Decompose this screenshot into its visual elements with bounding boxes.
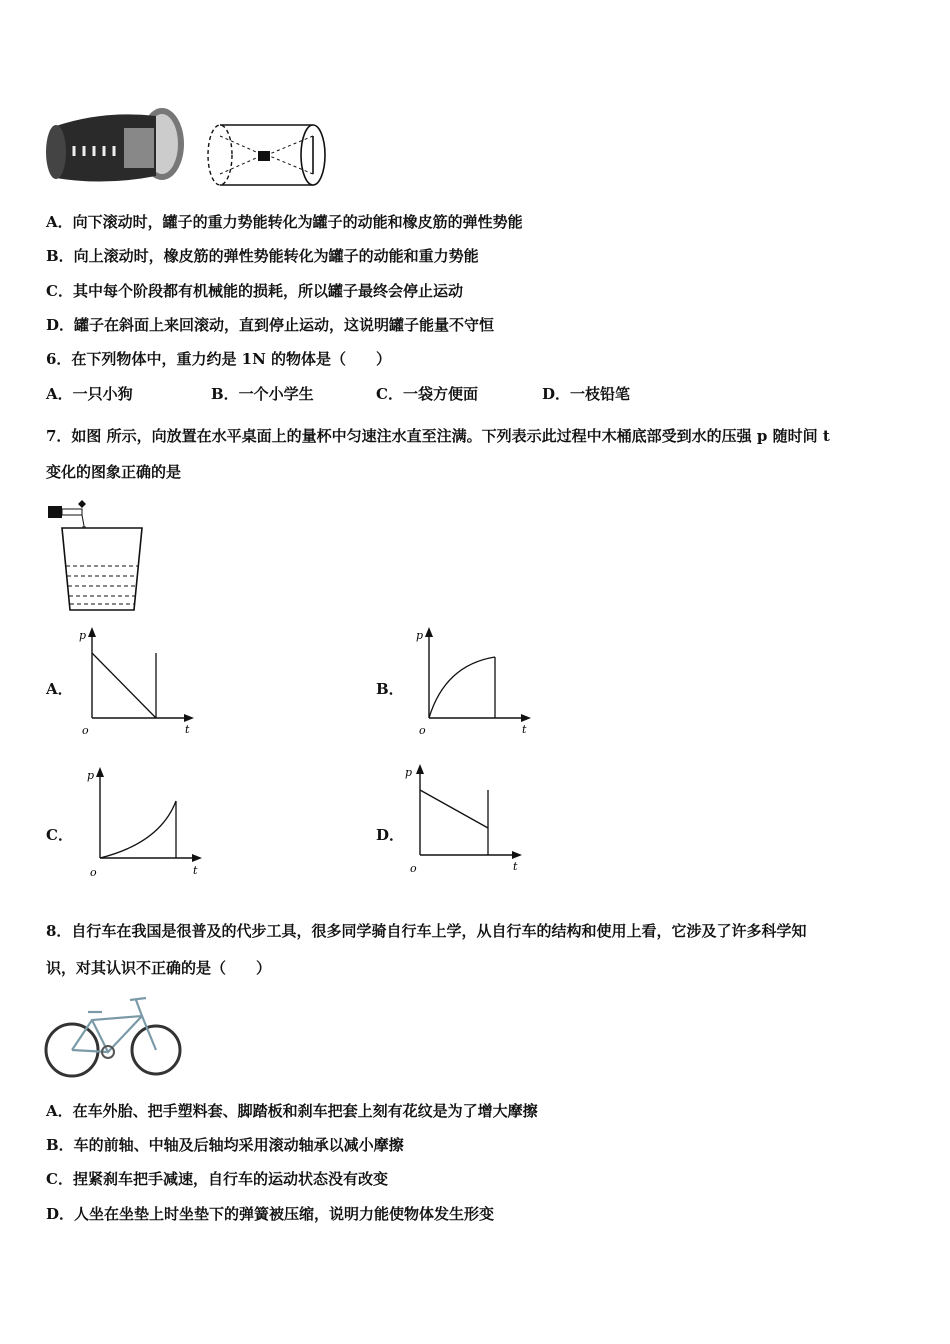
q7-graph-c-y: p	[87, 769, 95, 782]
q7-graph-b-y: p	[416, 629, 424, 642]
q7-graph-a[interactable]	[72, 625, 202, 740]
q7-graph-b-x: t	[522, 723, 527, 736]
q8-option-a[interactable]: A．在车外胎、把手塑料套、脚踏板和刹车把套上刻有花纹是为了增大摩擦	[46, 1102, 538, 1120]
q7-stem-line2: 变化的图象正确的是	[46, 463, 182, 481]
q7-graph-d-label[interactable]: D．	[376, 826, 405, 844]
q6-stem: 6．在下列物体中，重力约是 1N 的物体是（ ）	[46, 350, 392, 368]
q8-stem-line2: 识，对其认识不正确的是（ ）	[46, 959, 272, 977]
q7-graph-b-label[interactable]: B．	[376, 680, 404, 698]
q7-graph-c-origin: o	[90, 866, 97, 879]
q7-graph-c-x: t	[193, 864, 198, 877]
rolling-can-photo	[44, 98, 189, 193]
q8-option-d[interactable]: D．人坐在坐垫上时坐垫下的弹簧被压缩，说明力能使物体发生形变	[46, 1205, 495, 1223]
q7-graph-a-origin: o	[82, 724, 89, 737]
q7-graph-a-y: p	[79, 629, 87, 642]
q7-graph-b[interactable]	[409, 625, 539, 740]
q8-option-c[interactable]: C．捏紧刹车把手减速，自行车的运动状态没有改变	[46, 1170, 388, 1188]
q5-option-b[interactable]: B．向上滚动时，橡皮筋的弹性势能转化为罐子的动能和重力势能	[46, 247, 479, 265]
q7-graph-a-x: t	[185, 723, 190, 736]
q7-graph-d[interactable]	[400, 762, 530, 877]
q7-graph-a-curve	[92, 653, 156, 718]
bicycle-photo	[44, 992, 184, 1082]
q6-option-c[interactable]: C．一袋方便面	[376, 385, 478, 403]
q7-graph-c[interactable]	[80, 765, 210, 880]
q7-graph-b-curve	[429, 657, 495, 718]
q7-graph-c-label[interactable]: C．	[46, 826, 73, 844]
q6-option-d[interactable]: D．一枝铅笔	[542, 385, 631, 403]
q7-graph-b-origin: o	[419, 724, 426, 737]
q8-option-b[interactable]: B．车的前轴、中轴及后轴均采用滚动轴承以减小摩擦	[46, 1136, 404, 1154]
q7-graph-c-curve	[100, 801, 176, 858]
q7-graph-d-curve	[420, 790, 488, 828]
q5-option-d[interactable]: D．罐子在斜面上来回滚动，直到停止运动，这说明罐子能量不守恒	[46, 316, 495, 334]
can-diagram	[205, 122, 330, 188]
q7-stem-line1: 7．如图 所示，向放置在水平桌面上的量杯中匀速注水直至注满。下列表示此过程中木桶底部受到水的压强 p 随时间 t	[46, 427, 830, 445]
q6-option-b[interactable]: B．一个小学生	[211, 385, 314, 403]
q7-graph-d-y: p	[405, 766, 413, 779]
q5-option-a[interactable]: A．向下滚动时，罐子的重力势能转化为罐子的动能和橡皮筋的弹性势能	[46, 213, 523, 231]
q5-option-c[interactable]: C．其中每个阶段都有机械能的损耗，所以罐子最终会停止运动	[46, 282, 463, 300]
q7-graph-d-origin: o	[410, 862, 417, 875]
q7-graph-d-x: t	[513, 860, 518, 873]
measuring-cup-figure	[46, 500, 146, 615]
q6-option-a[interactable]: A．一只小狗	[46, 385, 133, 403]
q7-graph-a-label[interactable]: A．	[46, 680, 73, 698]
q8-stem-line1: 8．自行车在我国是很普及的代步工具，很多同学骑自行车上学，从自行车的结构和使用上看，它涉及了许多科学知	[46, 922, 807, 940]
